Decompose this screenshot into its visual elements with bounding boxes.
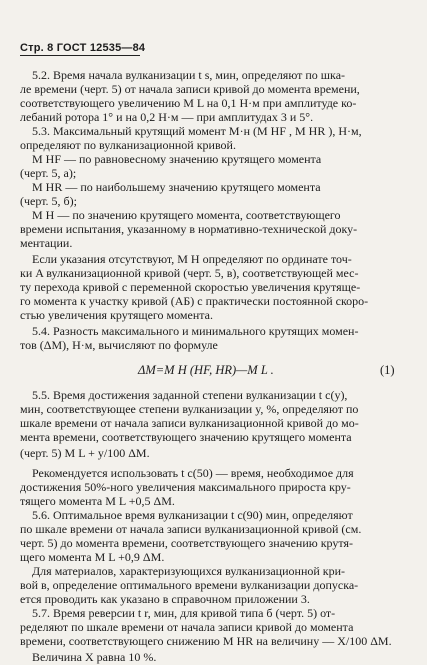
text-line: 5.6. Оптимальное время вулканизации t c(90) мин, определяют	[32, 508, 353, 522]
text-line: 5.5. Время достижения заданной степени вулканизации t c(y),	[32, 388, 348, 402]
text-line: ментации.	[20, 236, 73, 250]
header-rule	[20, 55, 140, 56]
text-line: времени, соответствующего снижению M HR на величину — X/100 ΔM.	[20, 634, 392, 648]
text-line: по шкале времени от начала записи вулканизационной кривой (см.	[20, 522, 362, 536]
text-line: 5.2. Время начала вулканизации t s, мин, определяют по шка-	[32, 68, 346, 82]
text-line: времени испытания, указанному в нормативно-технической доку-	[20, 222, 358, 236]
text-line: Если указания отсутствуют, M H определяют по ординате точ-	[32, 252, 352, 266]
text-line: тов (ΔM), Н·м, вычисляют по формуле	[20, 338, 218, 352]
text-line: (черт. 5) M L + y/100 ΔM.	[20, 446, 150, 460]
text-line: черт. 5) до момента времени, соответствующего значению крутя-	[20, 536, 353, 550]
text-line: (черт. 5, б);	[20, 194, 77, 208]
text-line: щего момента M L +0,9 ΔM.	[20, 550, 165, 564]
text-line: соответствующего увеличению M L на 0,1 Н·м при амплитуде ко-	[20, 96, 357, 110]
text-line: мента времени, соответствующего значению крутящего момента	[20, 430, 352, 444]
text-line: M HR — по наибольшему значению крутящего момента	[32, 180, 321, 194]
page-header	[20, 42, 145, 54]
text-line: мин, соответствующее степени вулканизации y, %, определяют по	[20, 402, 359, 416]
text-line: Для материалов, характеризующихся вулканизационной кри-	[32, 564, 346, 578]
text-line: ту перехода кривой с переменной скоростью увеличения крутяще-	[20, 280, 361, 294]
text-line: M H — по значению крутящего момента, соответствующего	[32, 208, 341, 222]
formula-number: (1)	[380, 363, 395, 377]
text-line: 5.4. Разность максимального и минимального крутящих момен-	[32, 324, 359, 338]
text-line: Величина X равна 10 %.	[32, 650, 157, 664]
text-line: ределяют по шкале времени от начала записи кривой до момента	[20, 620, 354, 634]
text-line: ле времени (черт. 5) от начала записи кривой до момента времени,	[20, 82, 360, 96]
text-line: 5.7. Время реверсии t r, мин, для кривой типа б (черт. 5) от-	[32, 606, 336, 620]
text-line: M HF — по равновесному значению крутящего момента	[32, 152, 322, 166]
text-line: тящего момента M L +0,5 ΔM.	[20, 494, 175, 508]
text-line: (черт. 5, а);	[20, 166, 77, 180]
text-line: вой в, определение оптимального времени вулканизации допуска-	[20, 578, 359, 592]
text-line: Рекомендуется использовать t c(50) — время, необходимое для	[32, 466, 354, 480]
text-line: ки A вулканизационной кривой (черт. 5, в), соответствующей мес-	[20, 266, 359, 280]
text-line: шкале времени от начала записи вулканизационной кривой до мо-	[20, 416, 359, 430]
text-line: лебаний ротора 1° и на 0,2 Н·м — при амплитудах 3 и 5°.	[20, 110, 314, 124]
text-line: 5.3. Максимальный крутящий момент М·н (M HF , M HR ), Н·м,	[32, 124, 362, 138]
page-label: Стр. 8 ГОСТ 12535—84	[20, 42, 146, 54]
text-line: го момента к участку кривой (AБ) с практически постоянной скоро-	[20, 294, 369, 308]
text-line: ется проводить как указано в справочном приложении 3.	[20, 592, 310, 606]
text-line: стью увеличения крутящего момента.	[20, 308, 213, 322]
text-line: достижения 50%-ного увеличения максимального прироста кру-	[20, 480, 351, 494]
formula-1: ΔM=M H (HF, HR)—M L .	[138, 363, 274, 377]
text-line: определяют по вулканизационной кривой.	[20, 138, 236, 152]
